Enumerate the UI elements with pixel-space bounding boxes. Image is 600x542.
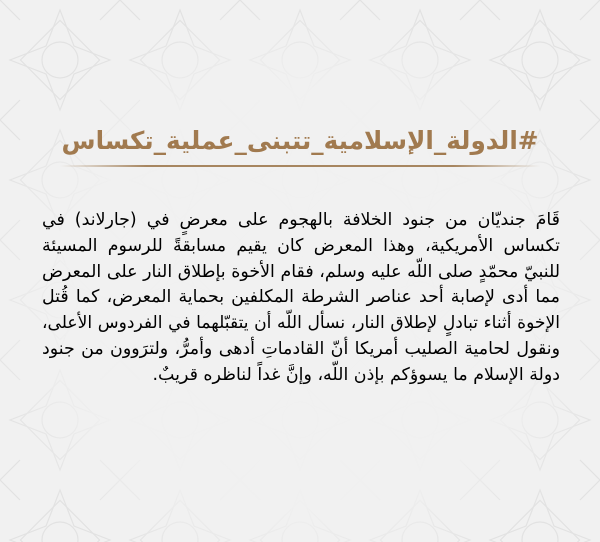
body-line: دولة الإسلام ما يسوؤكم بإذن اللّه، وإنَّ غداً لناظره قريبٌ. <box>152 364 560 385</box>
body-line: للنبيّ محمّدٍ صلى اللّه عليه وسلم، فقام الأخوة بإطلاق النار على المعرض <box>42 261 560 282</box>
body-line: الإخوة أثناء تبادلٍ لإطلاق النار، نسأل اللّه أن يتقبّلهما في الفردوس الأعلى، <box>42 313 560 334</box>
body-line: قَامَ جنديّان من جنود الخلافة بالهجوم على معرضٍ في (جارلاند) في <box>42 210 560 230</box>
body-line: ونقول لحامية الصليب أمريكا أنّ القادماتِ أدهى وأمرُّ، ولترَوون من جنود <box>42 338 560 359</box>
body-line: تكساس الأمريكية، وهذا المعرض كان يقيم مسابقةً للرسوم المسيئة <box>42 235 560 256</box>
hashtag-title: #الدولة_الإسلامية_تتبنى_عملية_تكساس <box>61 126 539 155</box>
statement-body <box>42 208 560 389</box>
body-line: مما أدى لإصابة أحد عناصر الشرطة المكلفين بحماية المعرض، كما قُتل <box>42 287 560 308</box>
title-divider <box>60 165 540 167</box>
